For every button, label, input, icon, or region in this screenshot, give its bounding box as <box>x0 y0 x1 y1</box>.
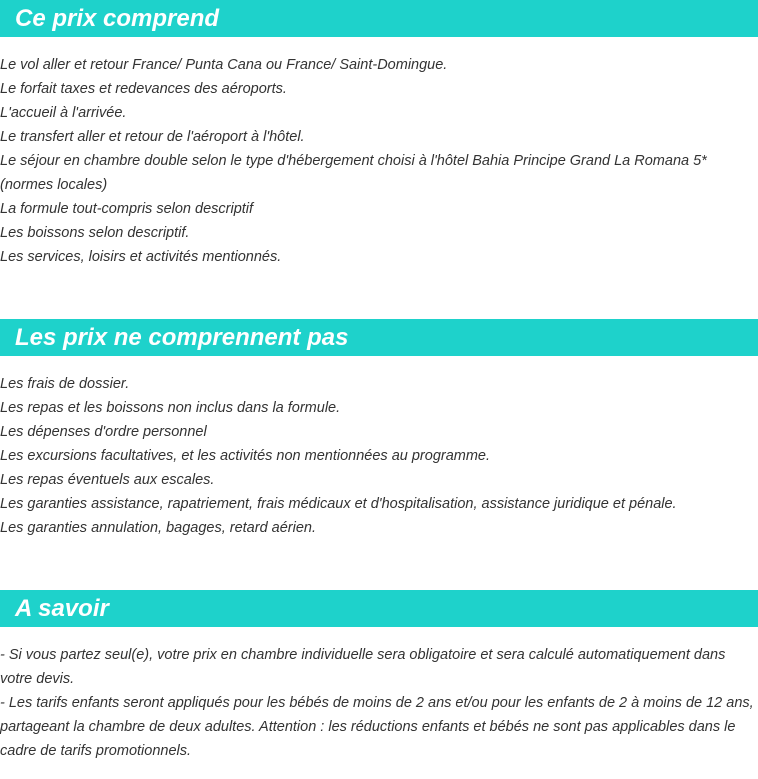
list-item: Les excursions facultatives, et les activités non mentionnées au programme. <box>0 448 491 464</box>
list-item: - Si vous partez seul(e), votre prix en chambre individuelle sera obligatoire et sera calculé automatiquement dans votre devis. <box>0 647 726 687</box>
list-item: L'accueil à l'arrivée. <box>0 105 127 121</box>
list-item: Les repas et les boissons non inclus dans la formule. <box>0 400 341 416</box>
section-body <box>0 37 758 269</box>
list-item: - Les tarifs enfants seront appliqués pour les bébés de moins de 2 ans et/ou pour les enfants de 2 à moins de 12 ans, partageant la chambre de deux adultes. Attention : les réductions enfants et bébés ne sont pas applicables dans le cadre de tarifs promotionnels. <box>0 695 754 759</box>
list-item: Les repas éventuels aux escales. <box>0 472 215 488</box>
list-item: Les garanties annulation, bagages, retard aérien. <box>0 520 316 536</box>
list-item: Les garanties assistance, rapatriement, frais médicaux et d'hospitalisation, assistance juridique et pénale. <box>0 496 677 512</box>
section-title: A savoir <box>0 590 758 627</box>
list-item: La formule tout-compris selon descriptif <box>0 201 254 217</box>
section-good-to-know <box>0 590 758 763</box>
list-item: Les boissons selon descriptif. <box>0 225 190 241</box>
list-item: Les dépenses d'ordre personnel <box>0 424 207 440</box>
list-item: Le transfert aller et retour de l'aéroport à l'hôtel. <box>0 129 305 145</box>
section-body <box>0 356 758 540</box>
list-item: Les services, loisirs et activités mentionnés. <box>0 249 282 265</box>
section-title: Les prix ne comprennent pas <box>0 319 758 356</box>
section-included <box>0 0 758 269</box>
section-title: Ce prix comprend <box>0 0 758 37</box>
list-item: Les frais de dossier. <box>0 376 130 392</box>
list-item: Le vol aller et retour France/ Punta Cana ou France/ Saint-Domingue. <box>0 57 448 73</box>
section-body <box>0 627 758 763</box>
section-not-included <box>0 319 758 540</box>
list-item: Le séjour en chambre double selon le type d'hébergement choisi à l'hôtel Bahia Principe Grand La Romana 5* (normes locales) <box>0 153 707 193</box>
list-item: Le forfait taxes et redevances des aéroports. <box>0 81 287 97</box>
